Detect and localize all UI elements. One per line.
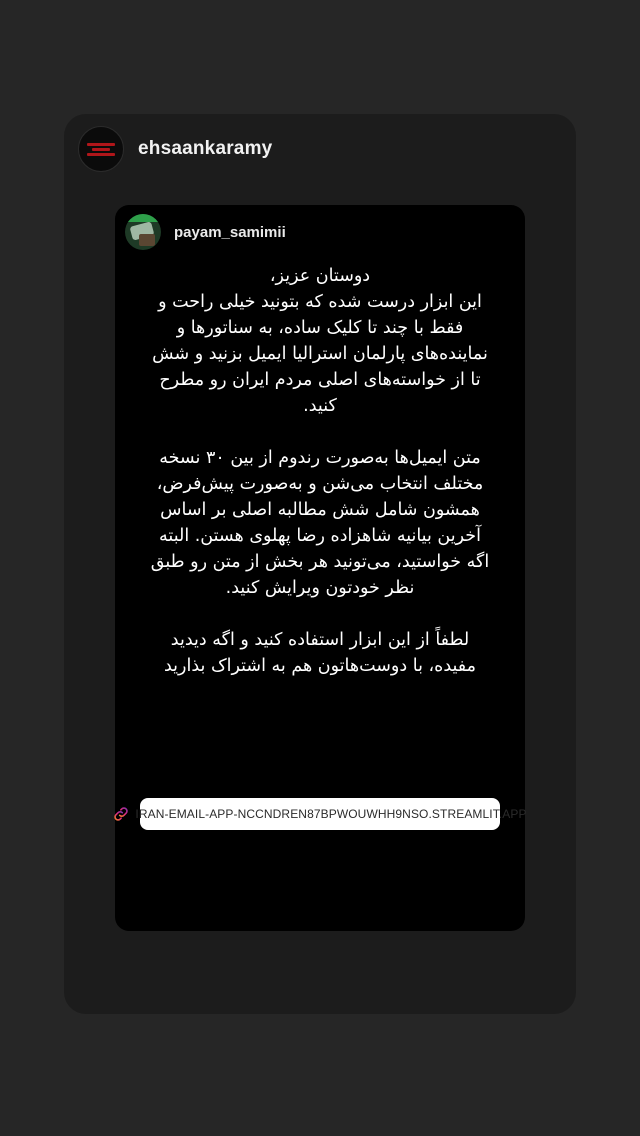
avatar-logo-icon	[87, 143, 115, 146]
shared-post-avatar[interactable]	[125, 214, 161, 250]
message-paragraph: دوستان عزیز، این ابزار درست شده که بتونید خیلی راحت و فقط با چند تا کلیک ساده، به سناتورها و نماینده‌های پارلمان استرالیا ایمیل بزنید و شش تا از خواسته‌های اصلی مردم ایران رو مطرح کنید.	[152, 266, 488, 416]
link-sticker[interactable]	[135, 798, 527, 830]
avatar-logo-icon-line	[92, 148, 110, 151]
avatar-logo-icon-line-2	[87, 153, 115, 156]
author-username[interactable]: ehsaankaramy	[138, 138, 273, 159]
shared-post-message	[145, 263, 495, 705]
message-paragraph: متن ایمیل‌ها به‌صورت رندوم از بین ۳۰ نسخه مختلف انتخاب می‌شن و به‌صورت پیش‌فرض، همشون شامل شش مطالبه اصلی بر اساس آخرین بیانیه شاهزاده رضا پهلوی هستن. البته اگه خواستید، می‌تونید هر بخش از متن رو طبق نظر خودتون ویرایش کنید.	[150, 448, 490, 598]
avatar-photo-icon-part-2	[139, 234, 155, 246]
avatar-photo-icon	[125, 214, 161, 222]
story-author-header[interactable]	[78, 126, 272, 172]
link-icon	[113, 806, 129, 822]
author-avatar[interactable]	[78, 126, 124, 172]
shared-post-username[interactable]: payam_samimii	[174, 223, 286, 241]
shared-post-header[interactable]	[125, 214, 286, 250]
shared-post-card[interactable]	[115, 205, 525, 931]
link-url[interactable]: IRAN-EMAIL-APP-NCCNDREN87BPWOUWHH9NSO.STREAMLIT.APP	[135, 807, 527, 821]
message-paragraph: لطفاً از این ابزار استفاده کنید و اگه دیدید مفیده، با دوست‌هاتون هم به اشتراک بذارید	[163, 630, 477, 676]
